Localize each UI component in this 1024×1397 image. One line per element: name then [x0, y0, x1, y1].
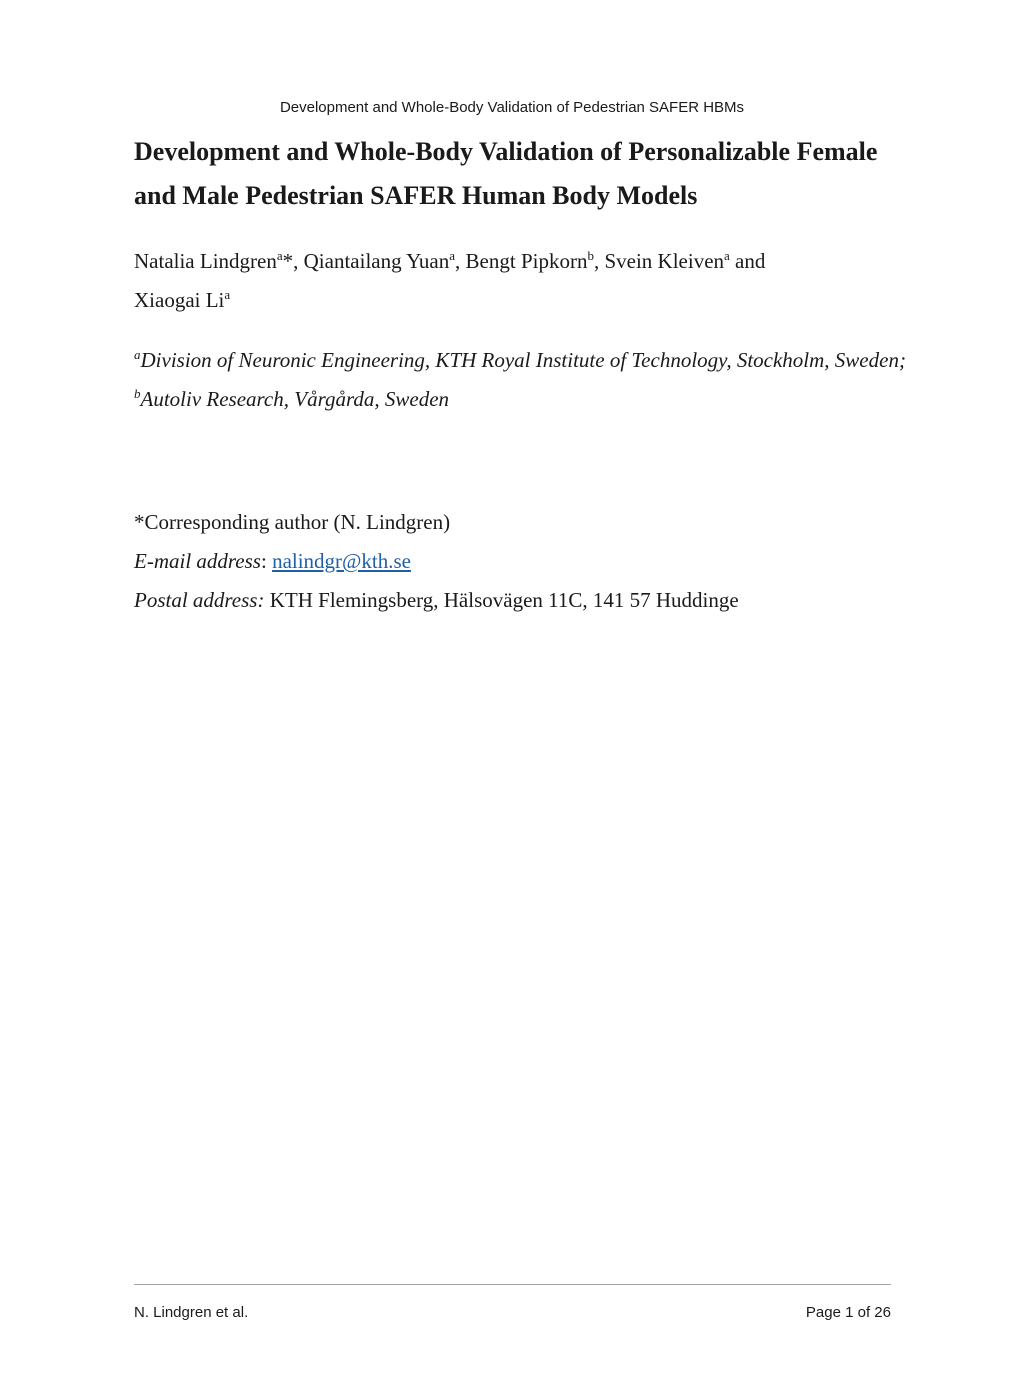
- author: [604, 249, 765, 273]
- affiliation-text: Division of Neuronic Engineering, KTH Royal Institute of Technology, Stockholm, Sweden: [140, 348, 899, 372]
- affiliation-marker: a: [134, 347, 141, 362]
- author-name: Bengt Pipkorn: [465, 249, 588, 273]
- author-name: Svein Kleiven: [604, 249, 725, 273]
- author-name: Natalia Lindgren: [134, 249, 277, 273]
- email-separator: :: [260, 549, 273, 573]
- author-name: Xiaogai Li: [134, 288, 225, 312]
- author: [304, 249, 466, 273]
- affiliation: [134, 348, 906, 372]
- affiliation-marker: a: [724, 248, 730, 263]
- postal-line: [134, 581, 914, 620]
- author-separator: ,: [593, 249, 605, 273]
- affiliation: [134, 387, 449, 411]
- footer-divider: [134, 1284, 891, 1285]
- corresponding-author: *Corresponding author (N. Lindgren): [134, 510, 451, 534]
- author: [134, 288, 230, 312]
- author-list: [134, 242, 894, 320]
- affiliation-marker: a: [276, 248, 283, 263]
- author-name: Qiantailang Yuan: [303, 249, 450, 273]
- affiliation-separator: ;: [898, 348, 906, 372]
- email-link[interactable]: nalindgr@kth.se: [272, 549, 411, 573]
- affiliation-list: [134, 341, 914, 419]
- paper-title: Development and Whole-Body Validation of Personalizable Female and Male Pedestrian SAFER Human Body Models: [134, 137, 878, 210]
- affiliation-marker: a: [224, 287, 231, 302]
- postal-address: KTH Flemingsberg, Hälsovägen 11C, 141 57 Huddinge: [264, 588, 739, 612]
- author-separator: *,: [282, 249, 304, 273]
- page-number: Page 1 of 26: [805, 1304, 891, 1321]
- author: [466, 249, 605, 273]
- author-separator: ,: [455, 249, 466, 273]
- author-separator: and: [729, 249, 766, 273]
- affiliation-text: Autoliv Research, Vårgårda, Sweden: [140, 387, 450, 411]
- running-header: Development and Whole-Body Validation of Pedestrian SAFER HBMs: [279, 99, 745, 116]
- correspondence-block: [134, 503, 914, 620]
- affiliation-marker: b: [134, 386, 141, 401]
- email-line: [134, 542, 914, 581]
- postal-label: Postal address:: [134, 588, 265, 612]
- email-label: E-mail address: [134, 549, 261, 573]
- affiliation-marker: a: [449, 248, 456, 263]
- affiliation-marker: b: [587, 248, 594, 263]
- author: [134, 249, 304, 273]
- footer-author: N. Lindgren et al.: [134, 1304, 249, 1321]
